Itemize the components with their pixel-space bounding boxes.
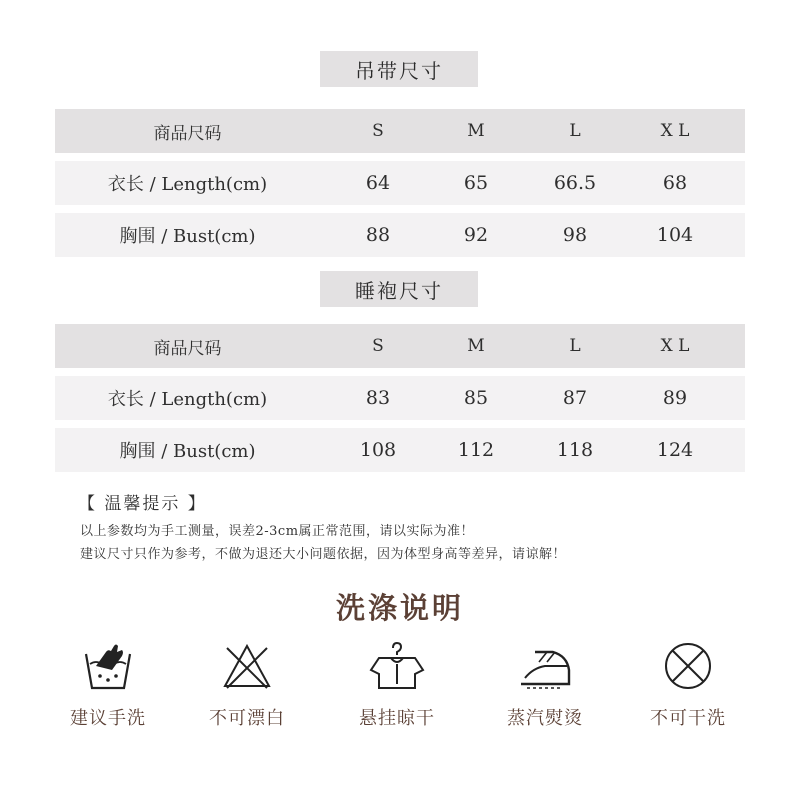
row-label: 衣长 / Length(cm) (107, 174, 268, 195)
header-cell-size-label: 商品尺码 (153, 123, 222, 144)
care-item-steam-iron (490, 640, 600, 730)
note-line: 建议尺寸只作为参考，不做为退还大小问题依据，因为体型身高等差异，请谅解！ (80, 547, 567, 562)
table-cell: 124 (656, 439, 694, 461)
row-label: 胸围 / Bust(cm) (119, 441, 256, 462)
table-cell: 92 (463, 224, 489, 246)
table-header-row (55, 109, 745, 153)
table-header-row (55, 324, 745, 368)
table-row-length (55, 376, 745, 420)
hang-dry-icon (369, 640, 425, 692)
table-cell: 89 (662, 387, 688, 409)
header-cell-s: S (372, 121, 384, 141)
table-cell: 108 (359, 439, 397, 461)
table-cell: 87 (562, 387, 588, 409)
care-item-hang-dry (342, 640, 452, 730)
header-cell-s: S (372, 336, 384, 356)
no-dry-clean-icon (660, 640, 716, 692)
table-cell: 83 (365, 387, 391, 409)
table-row-length (55, 161, 745, 205)
hand-wash-icon (80, 640, 136, 692)
care-item-no-bleach (192, 640, 302, 730)
header-cell-l: L (569, 336, 581, 356)
header-cell-xl: X L (660, 121, 690, 141)
header-cell-size-label: 商品尺码 (153, 338, 222, 359)
header-cell-m: M (467, 121, 485, 141)
table-row-bust (55, 428, 745, 472)
care-label: 悬挂晾干 (359, 708, 435, 729)
table-row-bust (55, 213, 745, 257)
table-cell: 88 (365, 224, 391, 246)
table-cell: 65 (463, 172, 489, 194)
header-cell-m: M (467, 336, 485, 356)
care-label: 蒸汽熨烫 (507, 708, 583, 729)
table-title-robe: 睡袍尺寸 (320, 271, 478, 307)
table-cell: 64 (365, 172, 391, 194)
care-item-no-dry-clean (633, 640, 743, 730)
row-label: 衣长 / Length(cm) (107, 389, 268, 410)
care-label: 不可漂白 (209, 708, 285, 729)
table-cell: 112 (457, 439, 495, 461)
table-cell: 85 (463, 387, 489, 409)
note-line: 以上参数均为手工测量，误差2-3cm属正常范围，请以实际为准！ (80, 524, 475, 539)
row-label: 胸围 / Bust(cm) (119, 226, 256, 247)
care-item-hand-wash (53, 640, 163, 730)
notes-title: 【 温馨提示 】 (78, 494, 207, 514)
no-bleach-icon (219, 640, 275, 692)
table-cell: 68 (662, 172, 688, 194)
table-cell: 104 (656, 224, 694, 246)
table-cell: 118 (556, 439, 594, 461)
header-cell-l: L (569, 121, 581, 141)
care-title: 洗涤说明 (335, 591, 464, 625)
table-title-camisole: 吊带尺寸 (320, 51, 478, 87)
care-label: 不可干洗 (650, 708, 726, 729)
header-cell-xl: X L (660, 336, 690, 356)
table-cell: 66.5 (553, 172, 597, 194)
care-label: 建议手洗 (70, 708, 146, 729)
table-cell: 98 (562, 224, 588, 246)
steam-iron-icon (517, 640, 573, 692)
